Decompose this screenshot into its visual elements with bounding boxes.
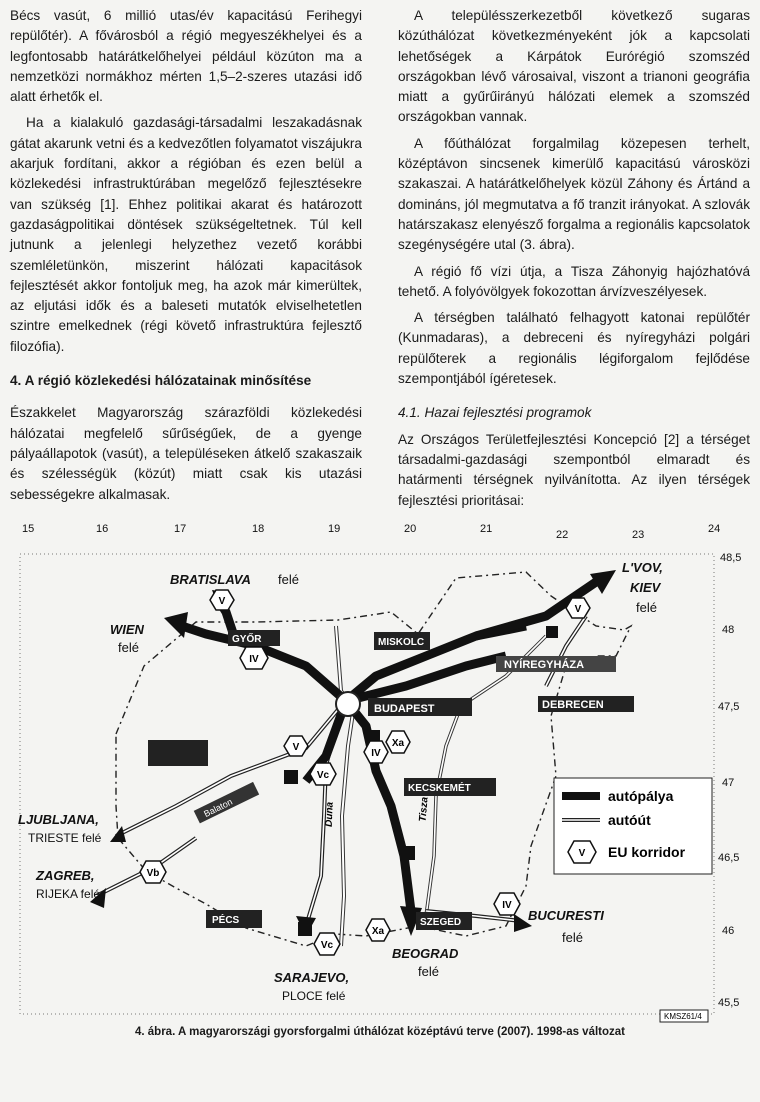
lon-label: 18 <box>252 523 265 535</box>
svg-text:IV: IV <box>249 654 259 665</box>
paragraph: Ha a kialakuló gazdasági-társadalmi leszakadásnak gátat akarunk vetni és a kedvezőtlen folyamatot viszájukra akarjuk fordítani, akkor a régióban és ezen belül a közlekedési infrastruktúrában megelőző fejlesztésekre van szükség [1]. Ehhez politikai akarat és határozott gazdaságpolitikai döntések szükségeltetnek. Túl kell jutnunk a jelenlegi helyzethez vezető korábbi szemléletünkön, miszerint hálózati kapacitások fejlesztését akkor fontoljuk meg, ha azok már kimerültek, az eljutási idők és a baleseti mutatók elviselhetetlen szintre emelkednek (régi követő infrastruktúra fejlesztő filozófia). <box>10 115 362 354</box>
dest-sarajevo-sub: PLOCE felé <box>282 989 346 1003</box>
lat-label: 48,5 <box>720 552 742 564</box>
city-debrecen: DEBRECEN <box>542 699 604 711</box>
dest-lvov-sub: felé <box>636 600 657 615</box>
city-nyiregyhaza: NYÍREGYHÁZA <box>504 659 585 671</box>
paragraph: A régió fő vízi útja, a Tisza Záhonyig hajózhatóvá tehető. A folyóvölgyek fokozottan árvízveszélyesek. <box>398 263 750 299</box>
city-box-unlabeled <box>148 740 208 766</box>
node-marker <box>284 770 298 784</box>
dest-ljubljana-sub: TRIESTE felé <box>28 831 102 845</box>
lon-label: 15 <box>22 523 35 535</box>
lat-label: 48 <box>722 624 735 636</box>
figure-caption: 4. ábra. A magyarországi gyorsforgalmi úthálózat középtávú terve (2007). 1998-as változat <box>135 1026 625 1038</box>
figure-stamp: KMSZ61/4 <box>664 1012 702 1021</box>
legend-corridor-symbol: V <box>578 848 586 859</box>
river-label-tisza: Tisza <box>417 796 431 823</box>
lat-label: 47,5 <box>718 701 740 713</box>
lat-label: 46,5 <box>718 852 740 864</box>
node-marker <box>546 626 558 638</box>
corridor-marker <box>386 731 410 753</box>
corridor-marker <box>284 736 308 756</box>
lon-label: 23 <box>632 529 645 541</box>
road-network-map <box>6 516 754 1026</box>
corridor-marker <box>494 893 520 915</box>
dest-ljubljana: LJUBLJANA, <box>18 812 99 827</box>
dest-beograd-sub: felé <box>418 964 439 979</box>
latitude-labels <box>718 552 741 1009</box>
svg-text:Vc: Vc <box>316 770 330 781</box>
legend-motorway-label: autópálya <box>608 788 674 804</box>
city-szeged: SZEGED <box>420 917 462 928</box>
river-label-duna: Duna <box>323 801 336 828</box>
legend-expressway-label: autóút <box>608 812 651 828</box>
section-heading: 4. A régió közlekedési hálózatainak minősítése <box>10 373 312 389</box>
dest-bratislava: BRATISLAVA <box>170 572 251 587</box>
svg-text:IV: IV <box>502 900 512 911</box>
corridor-marker <box>314 933 340 955</box>
paragraph: A térségben található felhagyott katonai repülőtér (Kunmadaras), a debreceni és nyíregyházi polgári repülőterek a regionális légiforgalom fejlődése szempontjából ígéretesek. <box>398 310 750 387</box>
svg-text:V: V <box>574 604 582 615</box>
svg-text:Vc: Vc <box>320 940 334 951</box>
dest-zagreb: ZAGREB, <box>36 868 95 883</box>
node-marker <box>401 846 415 860</box>
corridor-marker <box>140 861 166 883</box>
svg-text:Xa: Xa <box>371 926 385 937</box>
dest-kiev: KIEV <box>630 580 661 595</box>
svg-text:Vb: Vb <box>146 868 160 879</box>
legend <box>554 778 712 874</box>
city-gyor: GYŐR <box>232 634 262 645</box>
lat-label: 47 <box>722 777 735 789</box>
corridor-marker <box>240 647 268 669</box>
svg-text:Xa: Xa <box>391 738 405 749</box>
dest-bratislava-sub: felé <box>278 572 299 587</box>
city-pecs: PÉCS <box>212 915 240 926</box>
lon-label: 22 <box>556 529 569 541</box>
svg-text:IV: IV <box>371 748 381 759</box>
budapest-hub <box>336 692 360 716</box>
dest-sarajevo: SARAJEVO, <box>274 970 350 985</box>
lat-label: 46 <box>722 925 735 937</box>
node-marker <box>298 922 312 936</box>
legend-corridor-label: EU korridor <box>608 844 686 860</box>
paragraph: A főúthálózat forgalmilag közepesen terhelt, középtávon sincsenek kimerülő kapacitású városközi szakaszai. A határátkelőhelyek közül Záhony és Ártánd a domináns, jól megmutatva a fő tranzit irányokat. A szlovák határszakasz elenyésző forgalma a regionális kapcsolatok szegénységére utal (3. ábra). <box>398 135 750 253</box>
corridor-marker <box>366 919 390 941</box>
corridor-marker <box>364 741 388 763</box>
city-budapest: BUDAPEST <box>374 703 435 715</box>
lon-label: 24 <box>708 523 721 535</box>
dest-wien: WIEN <box>110 622 144 637</box>
dest-beograd: BEOGRAD <box>392 946 459 961</box>
paragraph: Északkelet Magyarország szárazföldi közlekedési hálózatai megfelelő sűrűségűek, de a gyenge pályaállapotok (vasút), a településeken átkelő szakaszaik és szélességük (közút) miatt csak kis utazási sebességekre alkalmasak. <box>10 405 362 502</box>
corridor-marker <box>566 598 590 618</box>
svg-text:V: V <box>292 742 300 753</box>
lake-label: Balaton <box>202 796 235 820</box>
corridor-marker <box>210 590 234 610</box>
eu-corridors <box>140 590 590 955</box>
lon-label: 16 <box>96 523 109 535</box>
paragraph: Az Országos Területfejlesztési Koncepció [2] a térséget társadalmi-gazdasági szempontból elmaradt és határmenti térségnek nyilvánította. Az ilyen térségek fejlesztési prioritásai: <box>398 431 750 508</box>
corridor-marker <box>310 763 336 785</box>
lon-label: 21 <box>480 523 493 535</box>
dest-bucuresti-sub: felé <box>562 930 583 945</box>
longitude-labels <box>22 523 720 541</box>
dest-zagreb-sub: RIJEKA felé <box>36 887 101 901</box>
lon-label: 19 <box>328 523 341 535</box>
lon-label: 17 <box>174 523 187 535</box>
dest-bucuresti: BUCURESTI <box>528 908 604 923</box>
arrow-wien <box>164 612 188 638</box>
svg-text:V: V <box>218 596 226 607</box>
right-column <box>398 6 750 517</box>
lon-label: 20 <box>404 523 417 535</box>
city-kecskemet: KECSKEMÉT <box>408 783 471 794</box>
subsection-heading: 4.1. Hazai fejlesztési programok <box>398 405 592 421</box>
left-column <box>10 6 362 511</box>
paragraph: A településszerkezetből következő sugaras közúthálózat következményeként jók a kapcsolati lehetőségek a Kárpátok Eurórégió szomszéd országokban lévő városaival, viszont a trianoni geográfia miatt a gyűrűirányú hálózati elemek a szomszéd országokban vannak. <box>398 8 750 125</box>
lake-balaton <box>194 782 259 824</box>
paragraph: Bécs vasút, 6 millió utas/év kapacitású Ferihegyi repülőtér). A fővárosból a régió megyeszékhelyei és a legfontosabb határátkelőhelyei például közúton ma a nemzetközi normákhoz mérten 1,5–2-szeres utazási idő alatt érhetők el. <box>10 8 362 105</box>
city-miskolc: MISKOLC <box>378 637 425 648</box>
dest-lvov: L'VOV, <box>622 560 663 575</box>
lat-label: 45,5 <box>718 997 740 1009</box>
dest-wien-sub: felé <box>118 640 139 655</box>
